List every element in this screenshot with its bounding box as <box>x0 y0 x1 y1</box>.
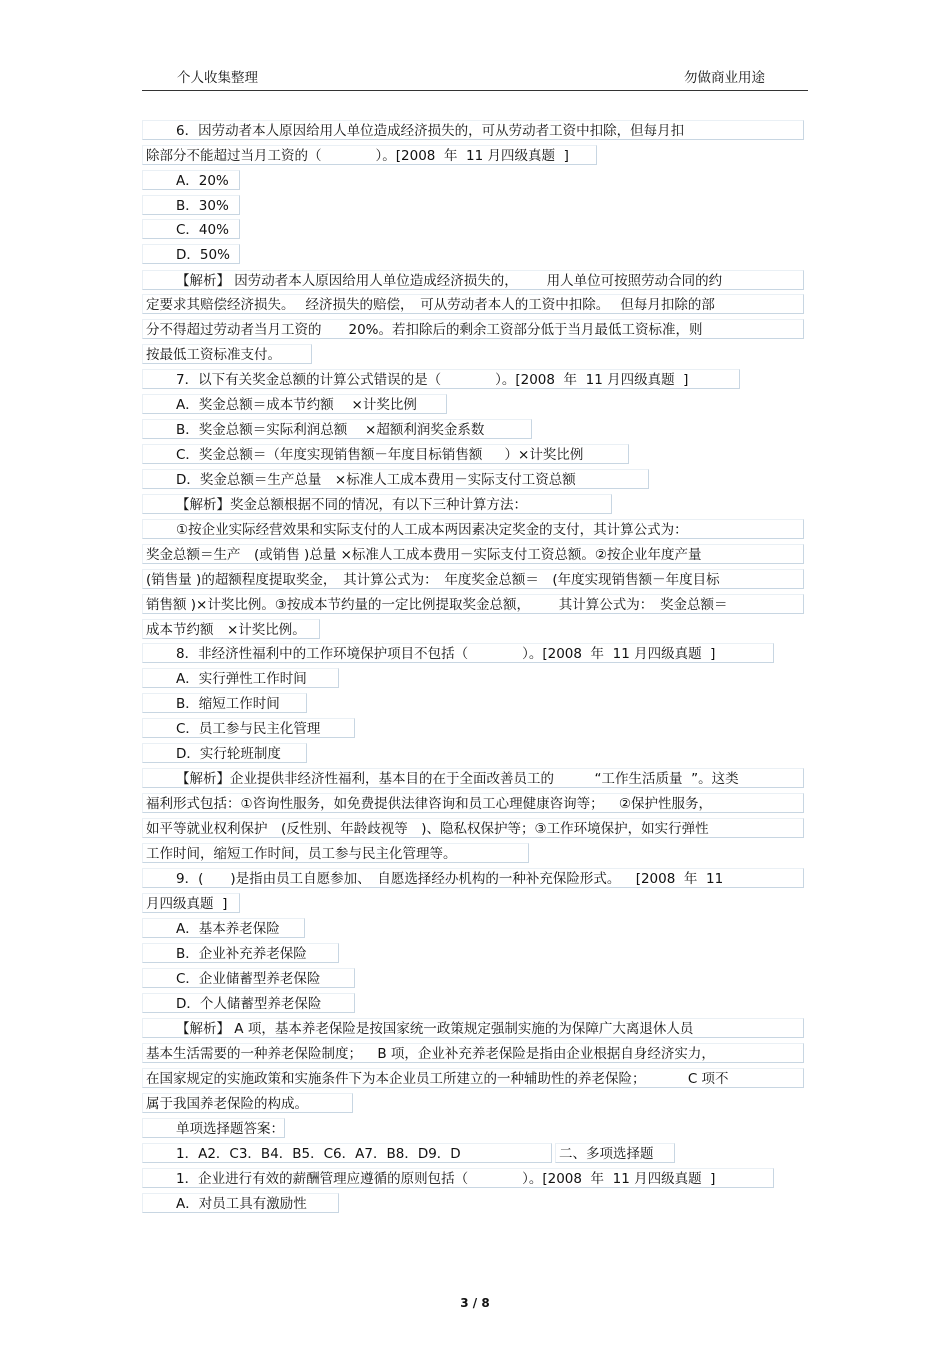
text-line: 7．以下有关奖金总额的计算公式错误的是（ ）。[2008 年 11 月四级真题 ] <box>142 369 740 389</box>
text-line: (销售量 )的超额程度提取奖金， 其计算公式为： 年度奖金总额＝ (年度实现销售额－年度目标 <box>142 569 804 589</box>
text-line: C．员工参与民主化管理 <box>142 718 355 738</box>
text-line: B．企业补充养老保险 <box>142 943 339 963</box>
text-line: 【解析】 A 项，基本养老保险是按国家统一政策规定强制实施的为保障广大离退休人员 <box>142 1018 804 1038</box>
text-line: 如平等就业权利保护 (反性别、年龄歧视等 )、隐私权保护等；③工作环境保护，如实行弹性 <box>142 818 804 838</box>
text-line: 月四级真题 ] <box>142 893 240 913</box>
text-line: 【解析】奖金总额根据不同的情况，有以下三种计算方法： <box>142 494 612 514</box>
text-line: B．30% <box>142 195 240 215</box>
text-line: 成本节约额 ×计奖比例。 <box>142 619 320 639</box>
text-line: 【解析】企业提供非经济性福利，基本目的在于全面改善员工的 “工作生活质量 ”。这类 <box>142 768 804 788</box>
text-line: A．基本养老保险 <box>142 918 305 938</box>
text-line: A．对员工具有激励性 <box>142 1193 339 1213</box>
text-line: 除部分不能超过当月工资的（ ）。[2008 年 11 月四级真题 ] <box>142 145 597 165</box>
header-right: 勿做商业用途 <box>684 70 765 86</box>
page-number: 3 / 8 <box>460 1296 490 1310</box>
text-line: 8．非经济性福利中的工作环境保护项目不包括（ ）。[2008 年 11 月四级真题 ] <box>142 643 774 663</box>
text-line: 1．企业进行有效的薪酬管理应遵循的原则包括（ ）。[2008 年 11 月四级真题 ] <box>142 1168 774 1188</box>
text-line: 定要求其赔偿经济损失。 经济损失的赔偿， 可从劳动者本人的工资中扣除。 但每月扣除的部 <box>142 294 804 314</box>
text-line: D．50% <box>142 244 240 264</box>
header-divider <box>142 90 808 91</box>
text-line: 【解析】 因劳动者本人原因给用人单位造成经济损失的， 用人单位可按照劳动合同的约 <box>142 270 804 290</box>
text-line: D．实行轮班制度 <box>142 743 307 763</box>
text-line: C．40% <box>142 219 240 239</box>
text-line: C．奖金总额＝（年度实现销售额－年度目标销售额 ）×计奖比例 <box>142 444 629 464</box>
header-left: 个人收集整理 <box>177 70 258 86</box>
text-line: 工作时间，缩短工作时间，员工参与民主化管理等。 <box>142 843 529 863</box>
text-line: A．奖金总额＝成本节约额 ×计奖比例 <box>142 394 447 414</box>
text-line: A．实行弹性工作时间 <box>142 668 339 688</box>
text-line: 基本生活需要的一种养老保险制度； B 项，企业补充养老保险是指由企业根据自身经济实力， <box>142 1043 804 1063</box>
section-heading: 二、多项选择题 <box>555 1143 675 1163</box>
text-line: 1．A2．C3．B4．B5．C6．A7．B8．D9．D <box>142 1143 552 1163</box>
text-line: 单项选择题答案： <box>142 1118 285 1138</box>
text-line: 6．因劳动者本人原因给用人单位造成经济损失的，可从劳动者工资中扣除，但每月扣 <box>142 120 804 140</box>
text-line: B．缩短工作时间 <box>142 693 307 713</box>
text-line: 9．( )是指由员工自愿参加、 自愿选择经办机构的一种补充保险形式。 [2008 年 11 <box>142 868 804 888</box>
text-line: ①按企业实际经营效果和实际支付的人工成本两因素决定奖金的支付，其计算公式为： <box>142 519 804 539</box>
text-line: 销售额 )×计奖比例。③按成本节约量的一定比例提取奖金总额， 其计算公式为： 奖金总额＝ <box>142 594 804 614</box>
text-line: 福利形式包括：①咨询性服务，如免费提供法律咨询和员工心理健康咨询等； ②保护性服务， <box>142 793 804 813</box>
text-line: D．奖金总额＝生产总量 ×标准人工成本费用－实际支付工资总额 <box>142 469 649 489</box>
text-line: 属于我国养老保险的构成。 <box>142 1093 353 1113</box>
text-line: 在国家规定的实施政策和实施条件下为本企业员工所建立的一种辅助性的养老保险； C 项不 <box>142 1068 804 1088</box>
text-line: 分不得超过劳动者当月工资的 20%。若扣除后的剩余工资部分低于当月最低工资标准，则 <box>142 319 804 339</box>
text-line: D．个人储蓄型养老保险 <box>142 993 355 1013</box>
text-line: 按最低工资标准支付。 <box>142 344 312 364</box>
text-line: 奖金总额＝生产 (或销售 )总量 ×标准人工成本费用－实际支付工资总额。②按企业年度产量 <box>142 544 804 564</box>
text-line: B．奖金总额＝实际利润总额 ×超额利润奖金系数 <box>142 419 532 439</box>
text-line: C．企业储蓄型养老保险 <box>142 968 355 988</box>
text-line: A．20% <box>142 170 240 190</box>
